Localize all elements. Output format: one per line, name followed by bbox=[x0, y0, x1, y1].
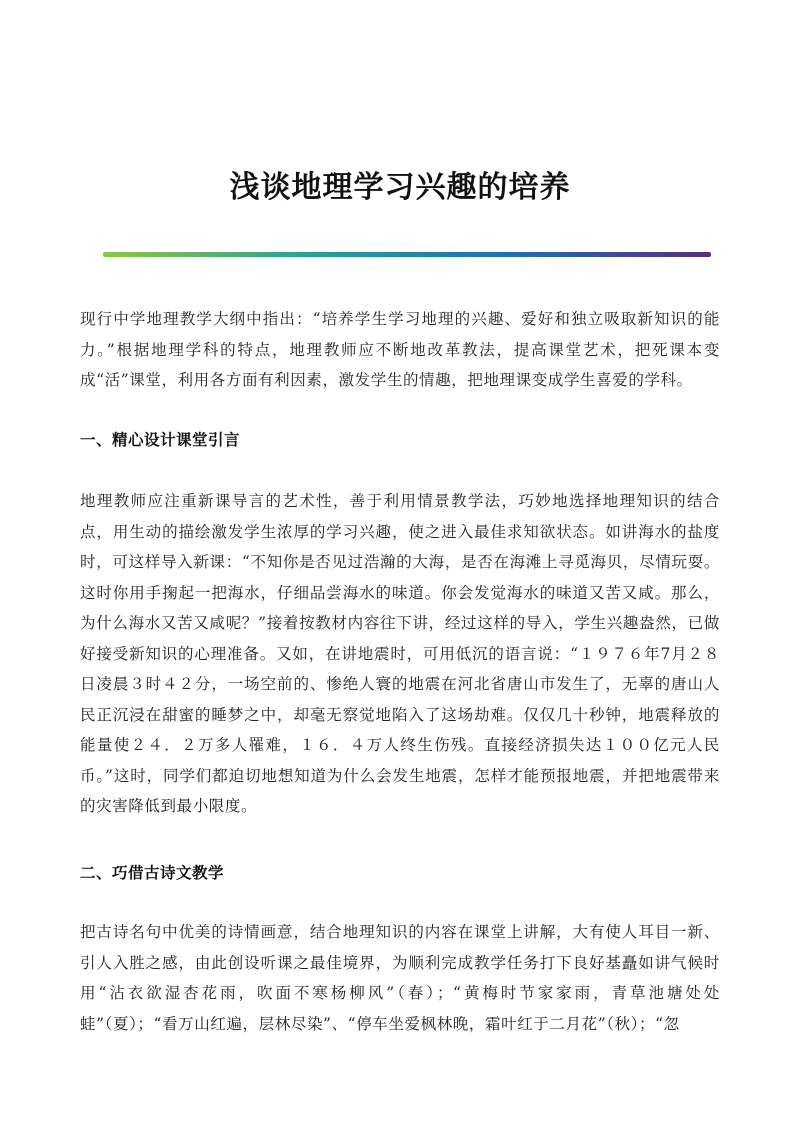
section-1-paragraph bbox=[80, 486, 720, 822]
section-1-heading: 一、精心设计课堂引言 bbox=[80, 430, 241, 449]
section-2-heading: 二、巧借古诗文教学 bbox=[80, 863, 225, 882]
section-2-paragraph bbox=[80, 917, 720, 1039]
title-divider bbox=[103, 252, 711, 257]
intro-paragraph bbox=[80, 304, 720, 396]
section-2-text: 把古诗名句中优美的诗情画意，结合地理知识的内容在课堂上讲解，大有使人耳目一新、引人入胜之感，由此创设听课之最佳境界，为顺利完成教学任务打下良好基矗如讲气候时用“沾衣欲湿杏花雨，吹面不寒杨柳风”（春）；“黄梅时节家家雨，青草池塘处处蛙”（夏）；“看万山红遍，层林尽染”、“停车坐爱枫林晚，霜叶红于二月花”（秋）；“忽 bbox=[80, 923, 720, 1033]
intro-text: 现行中学地理教学大纲中指出：“培养学生学习地理的兴趣、爱好和独立吸取新知识的能力。”根据地理学科的特点，地理教师应不断地改革教法，提高课堂艺术，把死课本变成“活”课堂，利用各方面有利因素，激发学生的情趣，把地理课变成学生喜爱的学科。 bbox=[80, 310, 720, 389]
document-title: 浅谈地理学习兴趣的培养 bbox=[229, 170, 571, 205]
section-1-text: 地理教师应注重新课导言的艺术性，善于利用情景教学法，巧妙地选择地理知识的结合点，用生动的描绘激发学生浓厚的学习兴趣，使之进入最佳求知欲状态。如讲海水的盐度时，可这样导入新课：“不知你是否见过浩瀚的大海，是否在海滩上寻觅海贝，尽情玩耍。这时你用手掬起一把海水，仔细品尝海水的味道。你会发觉海水的味道又苦又咸。那么，为什么海水又苦又咸呢？”接着按教材内容往下讲，经过这样的导入，学生兴趣盎然，已做好接受新知识的心理准备。又如，在讲地震时，可用低沉的语言说：“１９７６年7月２８日凌晨３时４２分，一场空前的、惨绝人寰的地震在河北省唐山市发生了，无辜的唐山人民正沉浸在甜蜜的睡梦之中，却毫无察觉地陷入了这场劫难。仅仅几十秒钟，地震释放的能量使２４．２万多人罹难，１６．４万人终生伤残。直接经济损失达１００亿元人民币。”这时，同学们都迫切地想知道为什么会发生地震，怎样才能预报地震，并把地震带来的灾害降低到最小限度。 bbox=[80, 492, 720, 815]
